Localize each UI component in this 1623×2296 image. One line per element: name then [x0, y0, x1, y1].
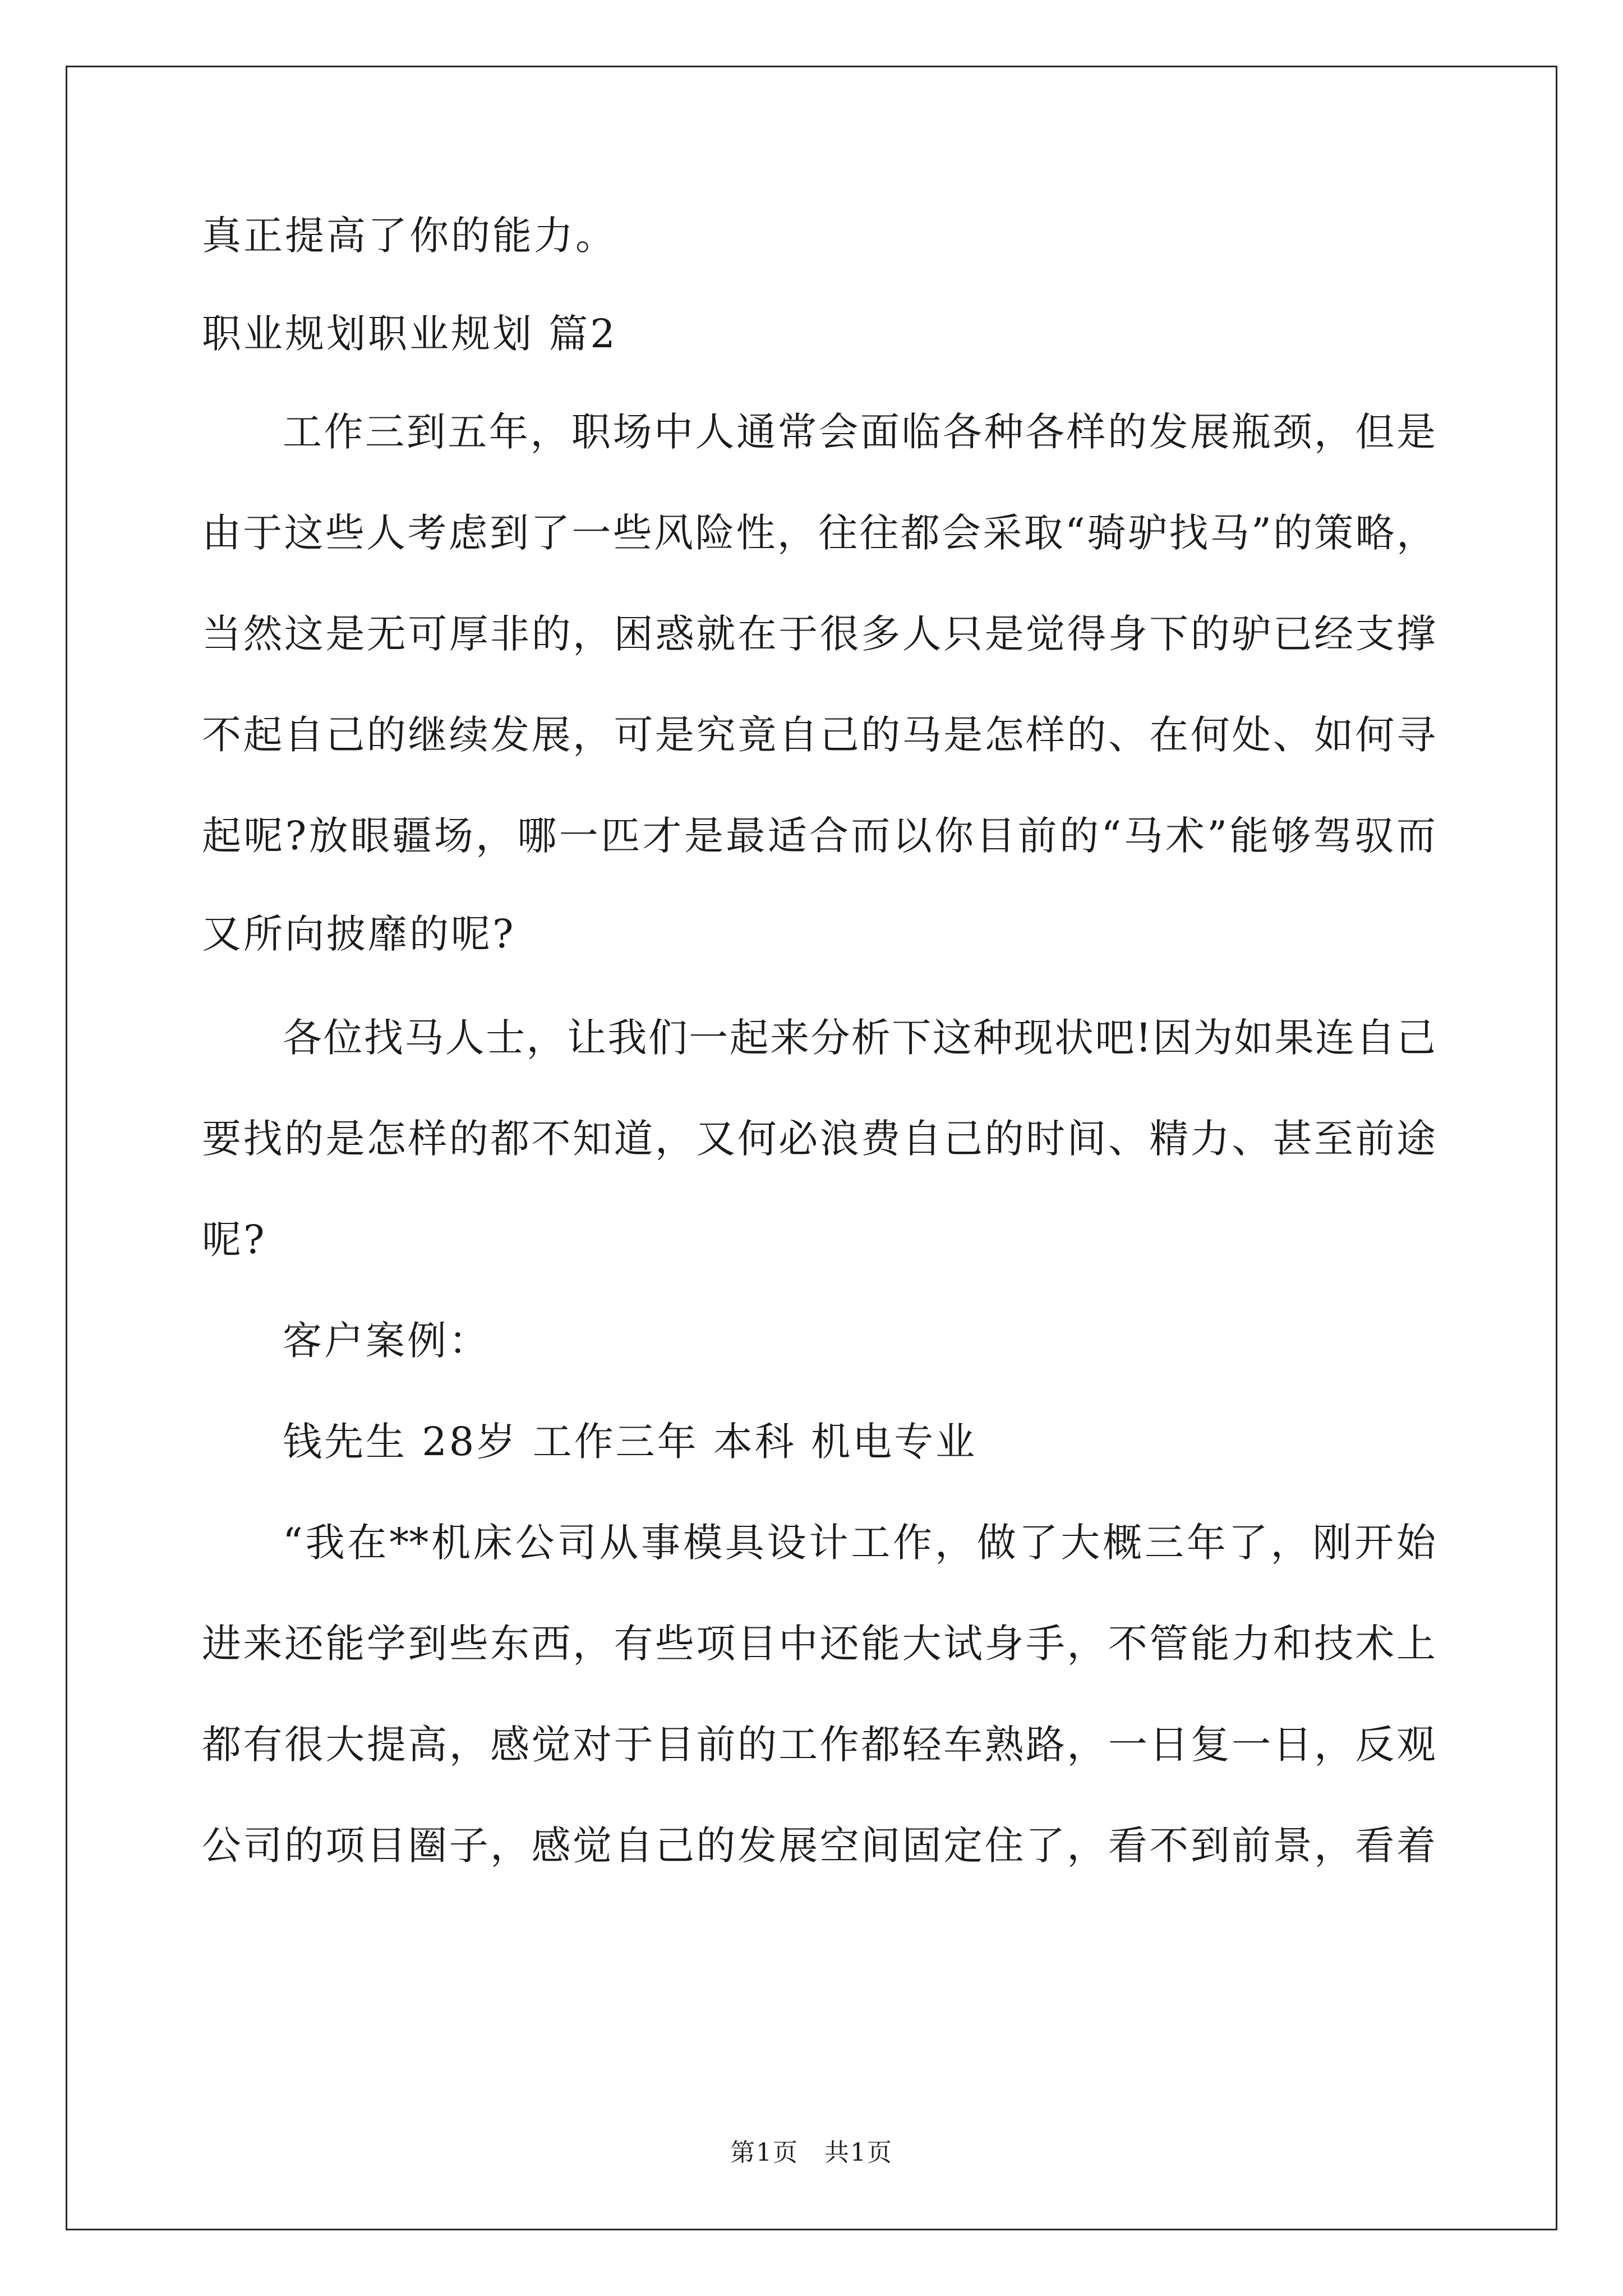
text-line: 当然这是无可厚非的，困惑就在于很多人只是觉得身下的驴已经支撑 — [202, 611, 1436, 657]
text-line: 公司的项目圈子，感觉自己的发展空间固定住了，看不到前景，看着 — [202, 1823, 1436, 1869]
text-line: 呢? — [202, 1217, 267, 1263]
text-line: 真正提高了你的能力。 — [202, 213, 617, 259]
text-line: 客户案例： — [283, 1318, 490, 1364]
text-line: 要找的是怎样的都不知道，又何必浪费自己的时间、精力、甚至前途 — [202, 1116, 1436, 1162]
text-line: 钱先生 28岁 工作三年 本科 机电专业 — [283, 1419, 978, 1465]
section-heading: 职业规划职业规划 篇2 — [202, 311, 617, 357]
text-line: 起呢?放眼疆场，哪一匹才是最适合而以你目前的“马术”能够驾驭而 — [202, 813, 1436, 859]
text-line: 由于这些人考虑到了一些风险性，往往都会采取“骑驴找马”的策略， — [202, 510, 1436, 556]
text-line: 工作三到五年，职场中人通常会面临各种各样的发展瓶颈，但是 — [283, 409, 1436, 455]
text-line: 又所向披靡的呢? — [202, 911, 516, 957]
text-line: 进来还能学到些东西，有些项目中还能大试身手，不管能力和技术上 — [202, 1621, 1436, 1667]
page-number: 第1页 共1页 — [730, 2138, 893, 2167]
text-line: 都有很大提高，感觉对于目前的工作都轻车熟路，一日复一日，反观 — [202, 1722, 1436, 1768]
text-line: “我在**机床公司从事模具设计工作，做了大概三年了，刚开始 — [283, 1520, 1436, 1566]
text-line: 不起自己的继续发展，可是究竟自己的马是怎样的、在何处、如何寻 — [202, 712, 1436, 758]
text-line: 各位找马人士，让我们一起来分析下这种现状吧!因为如果连自己 — [283, 1015, 1436, 1061]
